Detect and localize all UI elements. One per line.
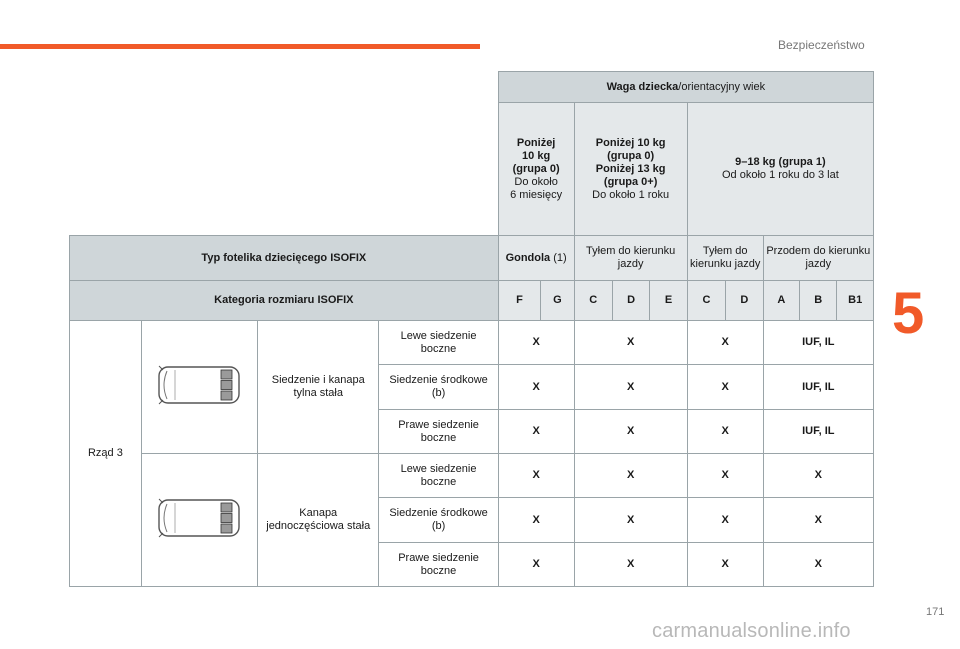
weight-group-1: 9–18 kg (grupa 1) Od około 1 roku do 3 lat: [687, 103, 873, 236]
size-class-cell: B1: [837, 281, 874, 321]
weight-group-0plus: Poniżej 10 kg (grupa 0) Poniżej 13 kg (grupa 0+) Do około 1 roku: [574, 103, 687, 236]
seat-type: Siedzenie i kanapa tylna stała: [258, 321, 379, 454]
value-cell: X: [574, 454, 687, 498]
seat-position: Prawe siedzenie boczne: [379, 543, 498, 587]
type-rear-facing-0: Tyłem do kierunku jazdy: [574, 236, 687, 281]
size-class-cell: B: [799, 281, 836, 321]
value-cell: X: [763, 454, 873, 498]
value-cell: X: [763, 498, 873, 543]
isofix-table: [69, 71, 874, 587]
size-class-cell: C: [574, 281, 612, 321]
size-class-cell: E: [650, 281, 687, 321]
value-cell: X: [498, 498, 574, 543]
value-cell: IUF, IL: [763, 410, 873, 454]
seat-position: Lewe siedzenie boczne: [379, 454, 498, 498]
value-cell: X: [763, 543, 873, 587]
value-cell: X: [498, 410, 574, 454]
type-rear-facing-1: Tyłem do kierunku jazdy: [687, 236, 763, 281]
value-cell: X: [687, 454, 763, 498]
value-cell: X: [574, 321, 687, 365]
value-cell: X: [498, 543, 574, 587]
seat-type-label: Typ fotelika dziecięcego ISOFIX: [70, 236, 499, 281]
watermark: carmanualsonline.info: [652, 620, 851, 642]
value-cell: IUF, IL: [763, 365, 873, 410]
value-cell: X: [687, 321, 763, 365]
size-class-cell: A: [763, 281, 799, 321]
seat-position: Lewe siedzenie boczne: [379, 321, 498, 365]
value-cell: X: [687, 410, 763, 454]
seat-type: Kanapa jednoczęściowa stała: [258, 454, 379, 587]
seat-position: Prawe siedzenie boczne: [379, 410, 498, 454]
size-class-cell: F: [498, 281, 540, 321]
value-cell: X: [498, 454, 574, 498]
weight-header: Waga dziecka/orientacyjny wiek: [498, 72, 873, 103]
chapter-number: 5: [892, 281, 925, 346]
value-cell: X: [574, 543, 687, 587]
seat-position: Siedzenie środkowe (b): [379, 365, 498, 410]
seat-position: Siedzenie środkowe (b): [379, 498, 498, 543]
page-number: 171: [926, 606, 945, 618]
section-title: Bezpieczeństwo: [778, 38, 865, 52]
size-class-cell: D: [726, 281, 763, 321]
size-class-cell: G: [541, 281, 574, 321]
value-cell: X: [498, 321, 574, 365]
size-class-label: Kategoria rozmiaru ISOFIX: [70, 281, 499, 321]
value-cell: IUF, IL: [763, 321, 873, 365]
value-cell: X: [498, 365, 574, 410]
value-cell: X: [574, 498, 687, 543]
van-top-view-third-row-icon: [157, 498, 241, 538]
value-cell: X: [687, 498, 763, 543]
value-cell: X: [574, 410, 687, 454]
size-class-cell: C: [687, 281, 725, 321]
type-forward-facing: Przodem do kierunku jazdy: [763, 236, 873, 281]
vehicle-diagram: [141, 321, 257, 454]
value-cell: X: [574, 365, 687, 410]
value-cell: X: [687, 365, 763, 410]
size-class-cell: D: [612, 281, 649, 321]
header-accent-bar: [0, 44, 480, 49]
type-gondola: Gondola (1): [498, 236, 574, 281]
van-top-view-third-row-icon: [157, 365, 241, 405]
weight-group-0: Poniżej 10 kg (grupa 0) Do około 6 miesięcy: [498, 103, 574, 236]
vehicle-diagram: [141, 454, 257, 587]
row-label: Rząd 3: [70, 321, 142, 587]
value-cell: X: [687, 543, 763, 587]
